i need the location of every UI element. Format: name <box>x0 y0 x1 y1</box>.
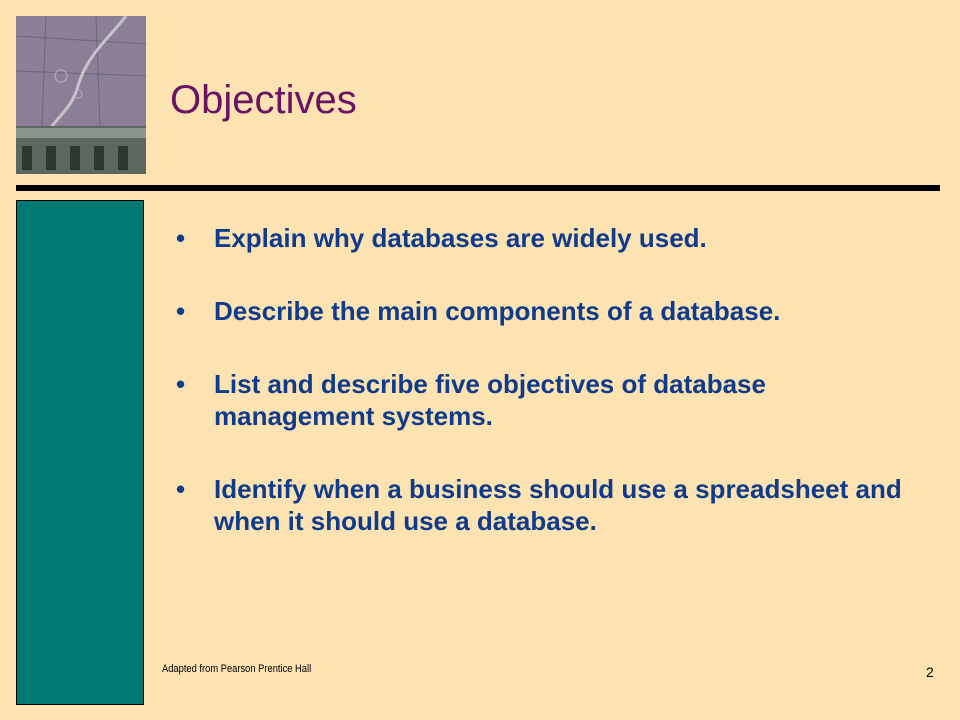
footer-credit: Adapted from Pearson Prentice Hall <box>162 663 312 675</box>
side-panel <box>16 200 144 705</box>
page-number: 2 <box>926 664 934 680</box>
slide-title: Objectives <box>170 78 357 122</box>
bullet-list <box>176 222 916 578</box>
bullet-text: Explain why databases are widely used. <box>214 223 707 253</box>
list-item <box>176 473 916 537</box>
bullet-icon: • <box>176 369 186 399</box>
old-map-image <box>16 16 146 174</box>
bullet-text: Describe the main components of a database. <box>214 296 781 326</box>
list-item <box>176 295 916 327</box>
bullet-icon: • <box>176 474 186 504</box>
title-divider <box>16 185 940 191</box>
list-item <box>176 222 916 254</box>
bullet-text: Identify when a business should use a spreadsheet and when it should use a database. <box>214 474 902 536</box>
bullet-icon: • <box>176 223 186 253</box>
list-item <box>176 368 916 432</box>
bullet-icon: • <box>176 296 186 326</box>
bullet-text: List and describe five objectives of database management systems. <box>214 369 766 431</box>
